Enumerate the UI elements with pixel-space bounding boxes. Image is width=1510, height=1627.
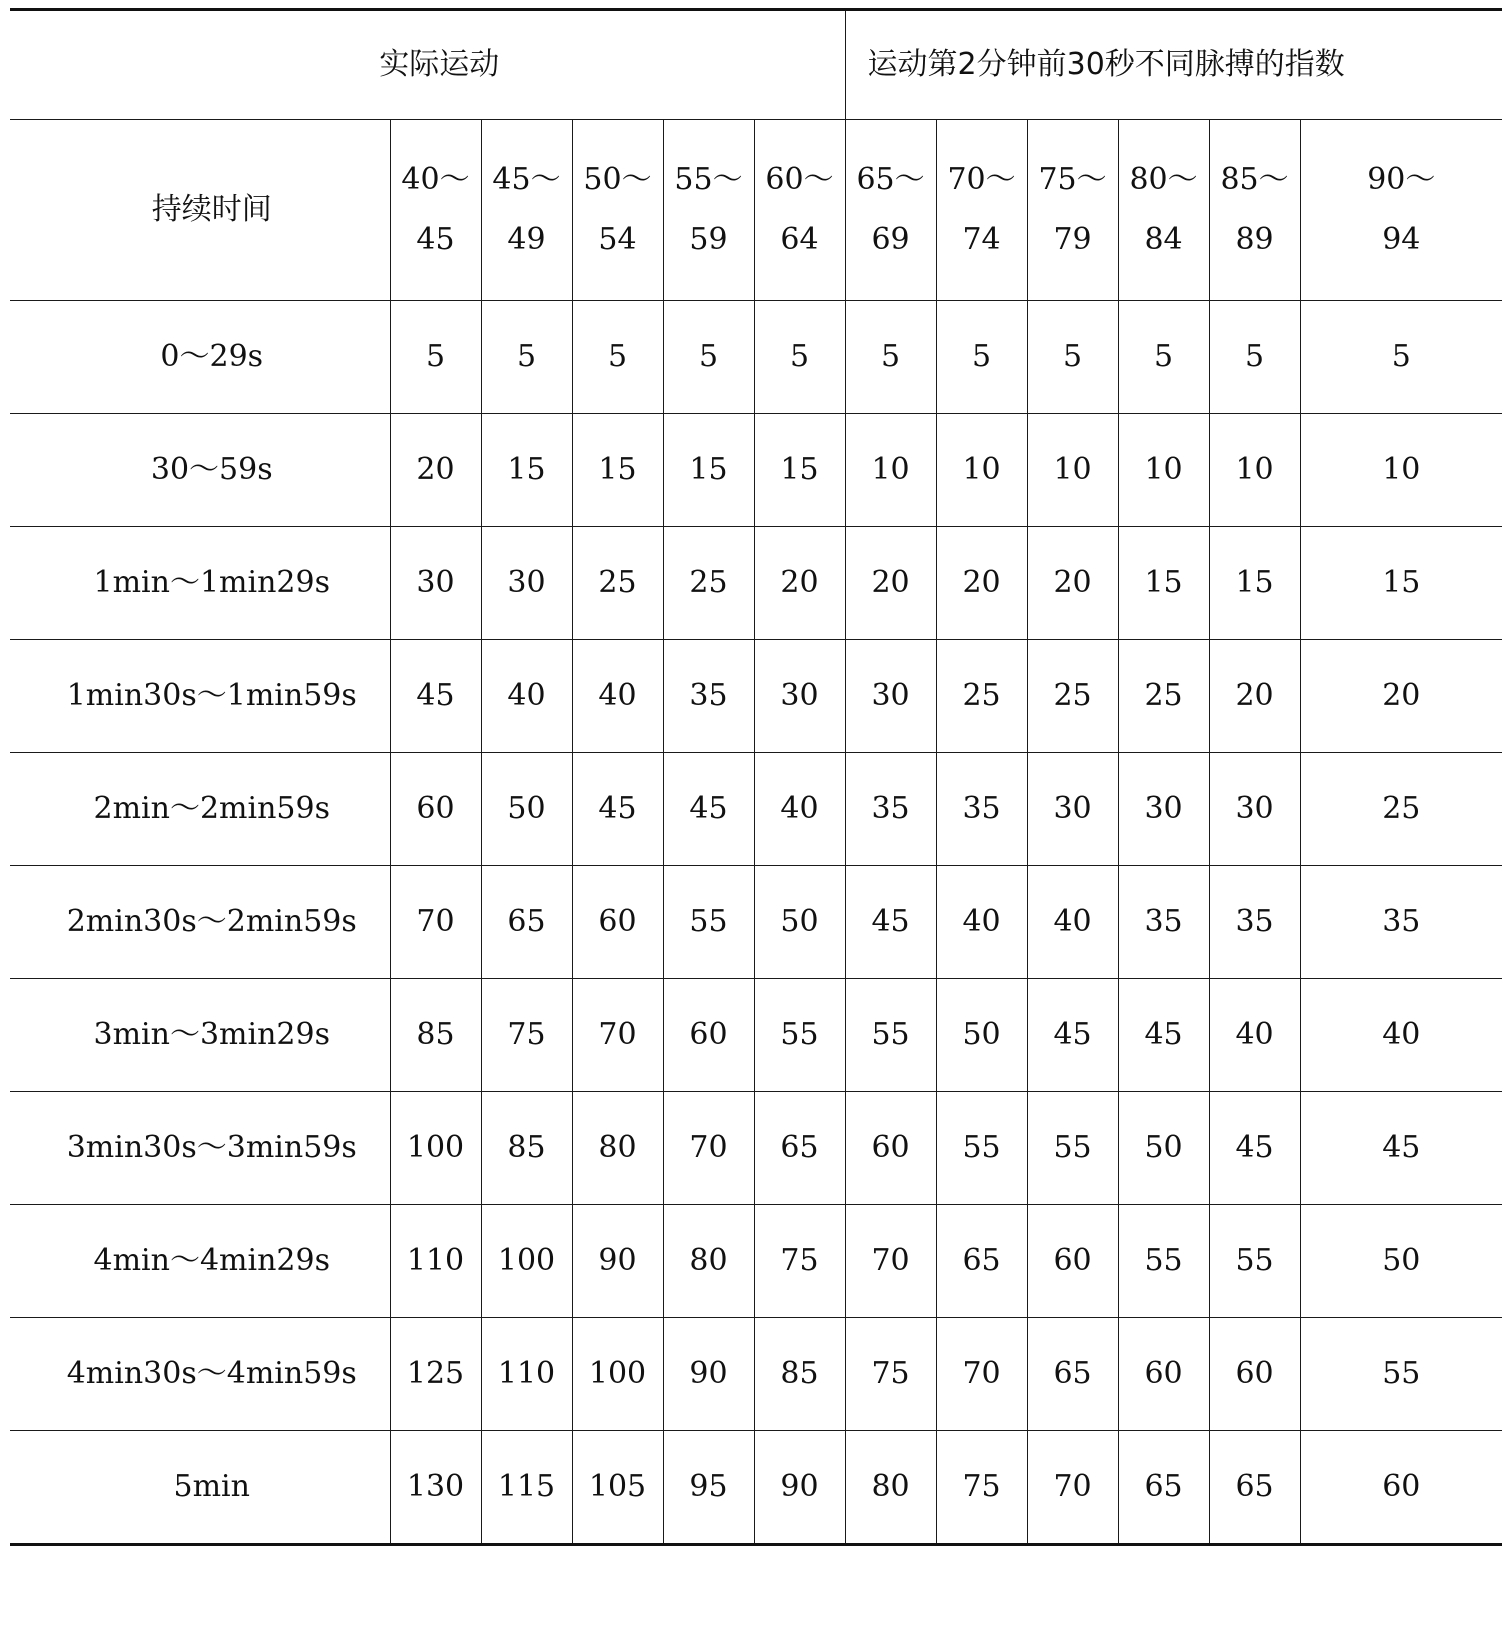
pulse-column-header: [845, 120, 936, 301]
index-value-cell: 115: [481, 1431, 572, 1545]
pulse-range-start: 85～: [1220, 162, 1289, 197]
title-row: [10, 10, 1502, 120]
duration-cell: 2min30s～2min59s: [10, 866, 390, 979]
index-value-cell: 40: [754, 753, 845, 866]
index-value-cell: 30: [845, 640, 936, 753]
table-row: [10, 301, 1502, 414]
index-value-cell: 35: [936, 753, 1027, 866]
index-value-cell: 85: [754, 1318, 845, 1431]
duration-cell: 1min～1min29s: [10, 527, 390, 640]
index-value-cell: 5: [390, 301, 481, 414]
index-value-cell: 85: [390, 979, 481, 1092]
index-value-cell: 30: [390, 527, 481, 640]
index-value-cell: 55: [1300, 1318, 1502, 1431]
index-value-cell: 65: [936, 1205, 1027, 1318]
index-value-cell: 15: [1209, 527, 1300, 640]
index-value-cell: 40: [936, 866, 1027, 979]
pulse-range-start: 90～: [1367, 162, 1436, 197]
pulse-column-header: [663, 120, 754, 301]
index-value-cell: 70: [1027, 1431, 1118, 1545]
index-value-cell: 60: [1300, 1431, 1502, 1545]
pulse-range-start: 50～: [583, 162, 652, 197]
index-value-cell: 40: [572, 640, 663, 753]
index-value-cell: 75: [845, 1318, 936, 1431]
pulse-range-start: 65～: [856, 162, 925, 197]
index-value-cell: 10: [936, 414, 1027, 527]
pulse-range-start: 70～: [947, 162, 1016, 197]
index-value-cell: 75: [936, 1431, 1027, 1545]
index-value-cell: 30: [1209, 753, 1300, 866]
index-value-cell: 20: [754, 527, 845, 640]
pulse-column-header: [572, 120, 663, 301]
index-value-cell: 15: [1118, 527, 1209, 640]
index-value-cell: 40: [1027, 866, 1118, 979]
index-value-cell: 50: [481, 753, 572, 866]
index-value-cell: 65: [1118, 1431, 1209, 1545]
duration-cell: 4min30s～4min59s: [10, 1318, 390, 1431]
index-value-cell: 90: [754, 1431, 845, 1545]
index-value-cell: 105: [572, 1431, 663, 1545]
index-value-cell: 130: [390, 1431, 481, 1545]
pulse-range-start: 80～: [1129, 162, 1198, 197]
index-value-cell: 60: [1209, 1318, 1300, 1431]
pulse-range-end: 54: [598, 222, 637, 257]
index-value-cell: 10: [1209, 414, 1300, 527]
pulse-column-header: [754, 120, 845, 301]
table-row: [10, 866, 1502, 979]
duration-cell: 4min～4min29s: [10, 1205, 390, 1318]
duration-cell: 3min～3min29s: [10, 979, 390, 1092]
index-value-cell: 35: [1300, 866, 1502, 979]
index-value-cell: 25: [936, 640, 1027, 753]
index-value-cell: 60: [663, 979, 754, 1092]
title-left-cell: 实际运动: [10, 10, 845, 120]
index-value-cell: 35: [663, 640, 754, 753]
index-value-cell: 60: [1118, 1318, 1209, 1431]
index-value-cell: 55: [1118, 1205, 1209, 1318]
index-value-cell: 55: [936, 1092, 1027, 1205]
pulse-range-end: 94: [1382, 222, 1421, 257]
index-value-cell: 60: [572, 866, 663, 979]
duration-cell: 1min30s～1min59s: [10, 640, 390, 753]
index-value-cell: 50: [754, 866, 845, 979]
header-row: [10, 120, 1502, 301]
index-value-cell: 60: [390, 753, 481, 866]
index-value-cell: 25: [1027, 640, 1118, 753]
title-right-cell: 运动第2分钟前30秒不同脉搏的指数: [845, 10, 1502, 120]
index-value-cell: 20: [845, 527, 936, 640]
index-value-cell: 35: [1118, 866, 1209, 979]
pulse-column-header: [936, 120, 1027, 301]
index-value-cell: 75: [481, 979, 572, 1092]
index-value-cell: 45: [1209, 1092, 1300, 1205]
index-value-cell: 20: [390, 414, 481, 527]
index-value-cell: 80: [572, 1092, 663, 1205]
pulse-range-end: 59: [689, 222, 728, 257]
pulse-range-end: 64: [780, 222, 819, 257]
index-value-cell: 70: [663, 1092, 754, 1205]
index-value-cell: 25: [1118, 640, 1209, 753]
pulse-column-header: [1027, 120, 1118, 301]
index-value-cell: 100: [481, 1205, 572, 1318]
index-value-cell: 80: [845, 1431, 936, 1545]
index-value-cell: 55: [663, 866, 754, 979]
index-value-cell: 40: [1209, 979, 1300, 1092]
index-value-cell: 55: [1209, 1205, 1300, 1318]
index-value-cell: 20: [936, 527, 1027, 640]
index-value-cell: 25: [572, 527, 663, 640]
index-value-cell: 70: [936, 1318, 1027, 1431]
index-value-cell: 55: [754, 979, 845, 1092]
index-value-cell: 45: [1300, 1092, 1502, 1205]
index-value-cell: 15: [572, 414, 663, 527]
index-value-cell: 25: [1300, 753, 1502, 866]
index-value-cell: 15: [754, 414, 845, 527]
index-value-cell: 45: [663, 753, 754, 866]
pulse-column-header: [1118, 120, 1209, 301]
pulse-index-table: [10, 8, 1502, 1546]
pulse-range-start: 40～: [401, 162, 470, 197]
index-value-cell: 100: [390, 1092, 481, 1205]
index-value-cell: 30: [481, 527, 572, 640]
index-value-cell: 100: [572, 1318, 663, 1431]
index-value-cell: 25: [663, 527, 754, 640]
index-value-cell: 60: [1027, 1205, 1118, 1318]
pulse-range-end: 45: [416, 222, 455, 257]
pulse-range-start: 55～: [674, 162, 743, 197]
index-value-cell: 65: [1209, 1431, 1300, 1545]
pulse-range-end: 89: [1235, 222, 1274, 257]
index-value-cell: 15: [1300, 527, 1502, 640]
index-value-cell: 55: [845, 979, 936, 1092]
duration-header-cell: 持续时间: [10, 120, 390, 301]
table-row: [10, 1431, 1502, 1545]
index-value-cell: 110: [481, 1318, 572, 1431]
index-value-cell: 35: [1209, 866, 1300, 979]
index-value-cell: 70: [390, 866, 481, 979]
index-value-cell: 110: [390, 1205, 481, 1318]
index-value-cell: 90: [663, 1318, 754, 1431]
pulse-range-start: 45～: [492, 162, 561, 197]
index-value-cell: 5: [845, 301, 936, 414]
index-value-cell: 80: [663, 1205, 754, 1318]
index-value-cell: 5: [1118, 301, 1209, 414]
duration-cell: 0～29s: [10, 301, 390, 414]
index-value-cell: 45: [572, 753, 663, 866]
index-value-cell: 50: [936, 979, 1027, 1092]
index-value-cell: 40: [481, 640, 572, 753]
index-value-cell: 65: [754, 1092, 845, 1205]
index-value-cell: 65: [1027, 1318, 1118, 1431]
duration-cell: 30～59s: [10, 414, 390, 527]
index-value-cell: 75: [754, 1205, 845, 1318]
pulse-range-end: 84: [1144, 222, 1183, 257]
duration-cell: 2min～2min59s: [10, 753, 390, 866]
index-value-cell: 30: [754, 640, 845, 753]
index-value-cell: 5: [1300, 301, 1502, 414]
index-value-cell: 45: [1027, 979, 1118, 1092]
duration-cell: 3min30s～3min59s: [10, 1092, 390, 1205]
index-value-cell: 30: [1027, 753, 1118, 866]
index-value-cell: 15: [481, 414, 572, 527]
index-value-cell: 10: [845, 414, 936, 527]
table-row: [10, 640, 1502, 753]
index-value-cell: 5: [663, 301, 754, 414]
pulse-column-header: [1209, 120, 1300, 301]
index-value-cell: 5: [754, 301, 845, 414]
index-value-cell: 5: [1209, 301, 1300, 414]
index-value-cell: 10: [1300, 414, 1502, 527]
index-value-cell: 50: [1118, 1092, 1209, 1205]
index-value-cell: 60: [845, 1092, 936, 1205]
index-value-cell: 45: [390, 640, 481, 753]
pulse-column-header: [481, 120, 572, 301]
index-value-cell: 55: [1027, 1092, 1118, 1205]
index-value-cell: 45: [845, 866, 936, 979]
index-value-cell: 10: [1027, 414, 1118, 527]
index-value-cell: 95: [663, 1431, 754, 1545]
table-row: [10, 414, 1502, 527]
index-value-cell: 70: [572, 979, 663, 1092]
index-value-cell: 65: [481, 866, 572, 979]
index-value-cell: 125: [390, 1318, 481, 1431]
pulse-range-end: 79: [1053, 222, 1092, 257]
index-value-cell: 10: [1118, 414, 1209, 527]
index-value-cell: 35: [845, 753, 936, 866]
pulse-range-end: 49: [507, 222, 546, 257]
table-row: [10, 1092, 1502, 1205]
pulse-range-start: 60～: [765, 162, 834, 197]
index-value-cell: 5: [936, 301, 1027, 414]
pulse-range-start: 75～: [1038, 162, 1107, 197]
pulse-column-header: [390, 120, 481, 301]
pulse-range-end: 74: [962, 222, 1001, 257]
index-value-cell: 90: [572, 1205, 663, 1318]
index-value-cell: 5: [1027, 301, 1118, 414]
table-row: [10, 1318, 1502, 1431]
table-row: [10, 753, 1502, 866]
index-value-cell: 45: [1118, 979, 1209, 1092]
table-row: [10, 527, 1502, 640]
index-value-cell: 20: [1209, 640, 1300, 753]
index-value-cell: 5: [572, 301, 663, 414]
table-row: [10, 979, 1502, 1092]
index-value-cell: 5: [481, 301, 572, 414]
duration-cell: 5min: [10, 1431, 390, 1545]
index-value-cell: 40: [1300, 979, 1502, 1092]
pulse-column-header: [1300, 120, 1502, 301]
index-value-cell: 20: [1027, 527, 1118, 640]
index-value-cell: 70: [845, 1205, 936, 1318]
index-value-cell: 15: [663, 414, 754, 527]
index-value-cell: 50: [1300, 1205, 1502, 1318]
table-row: [10, 1205, 1502, 1318]
pulse-range-end: 69: [871, 222, 910, 257]
index-value-cell: 85: [481, 1092, 572, 1205]
index-value-cell: 20: [1300, 640, 1502, 753]
index-value-cell: 30: [1118, 753, 1209, 866]
